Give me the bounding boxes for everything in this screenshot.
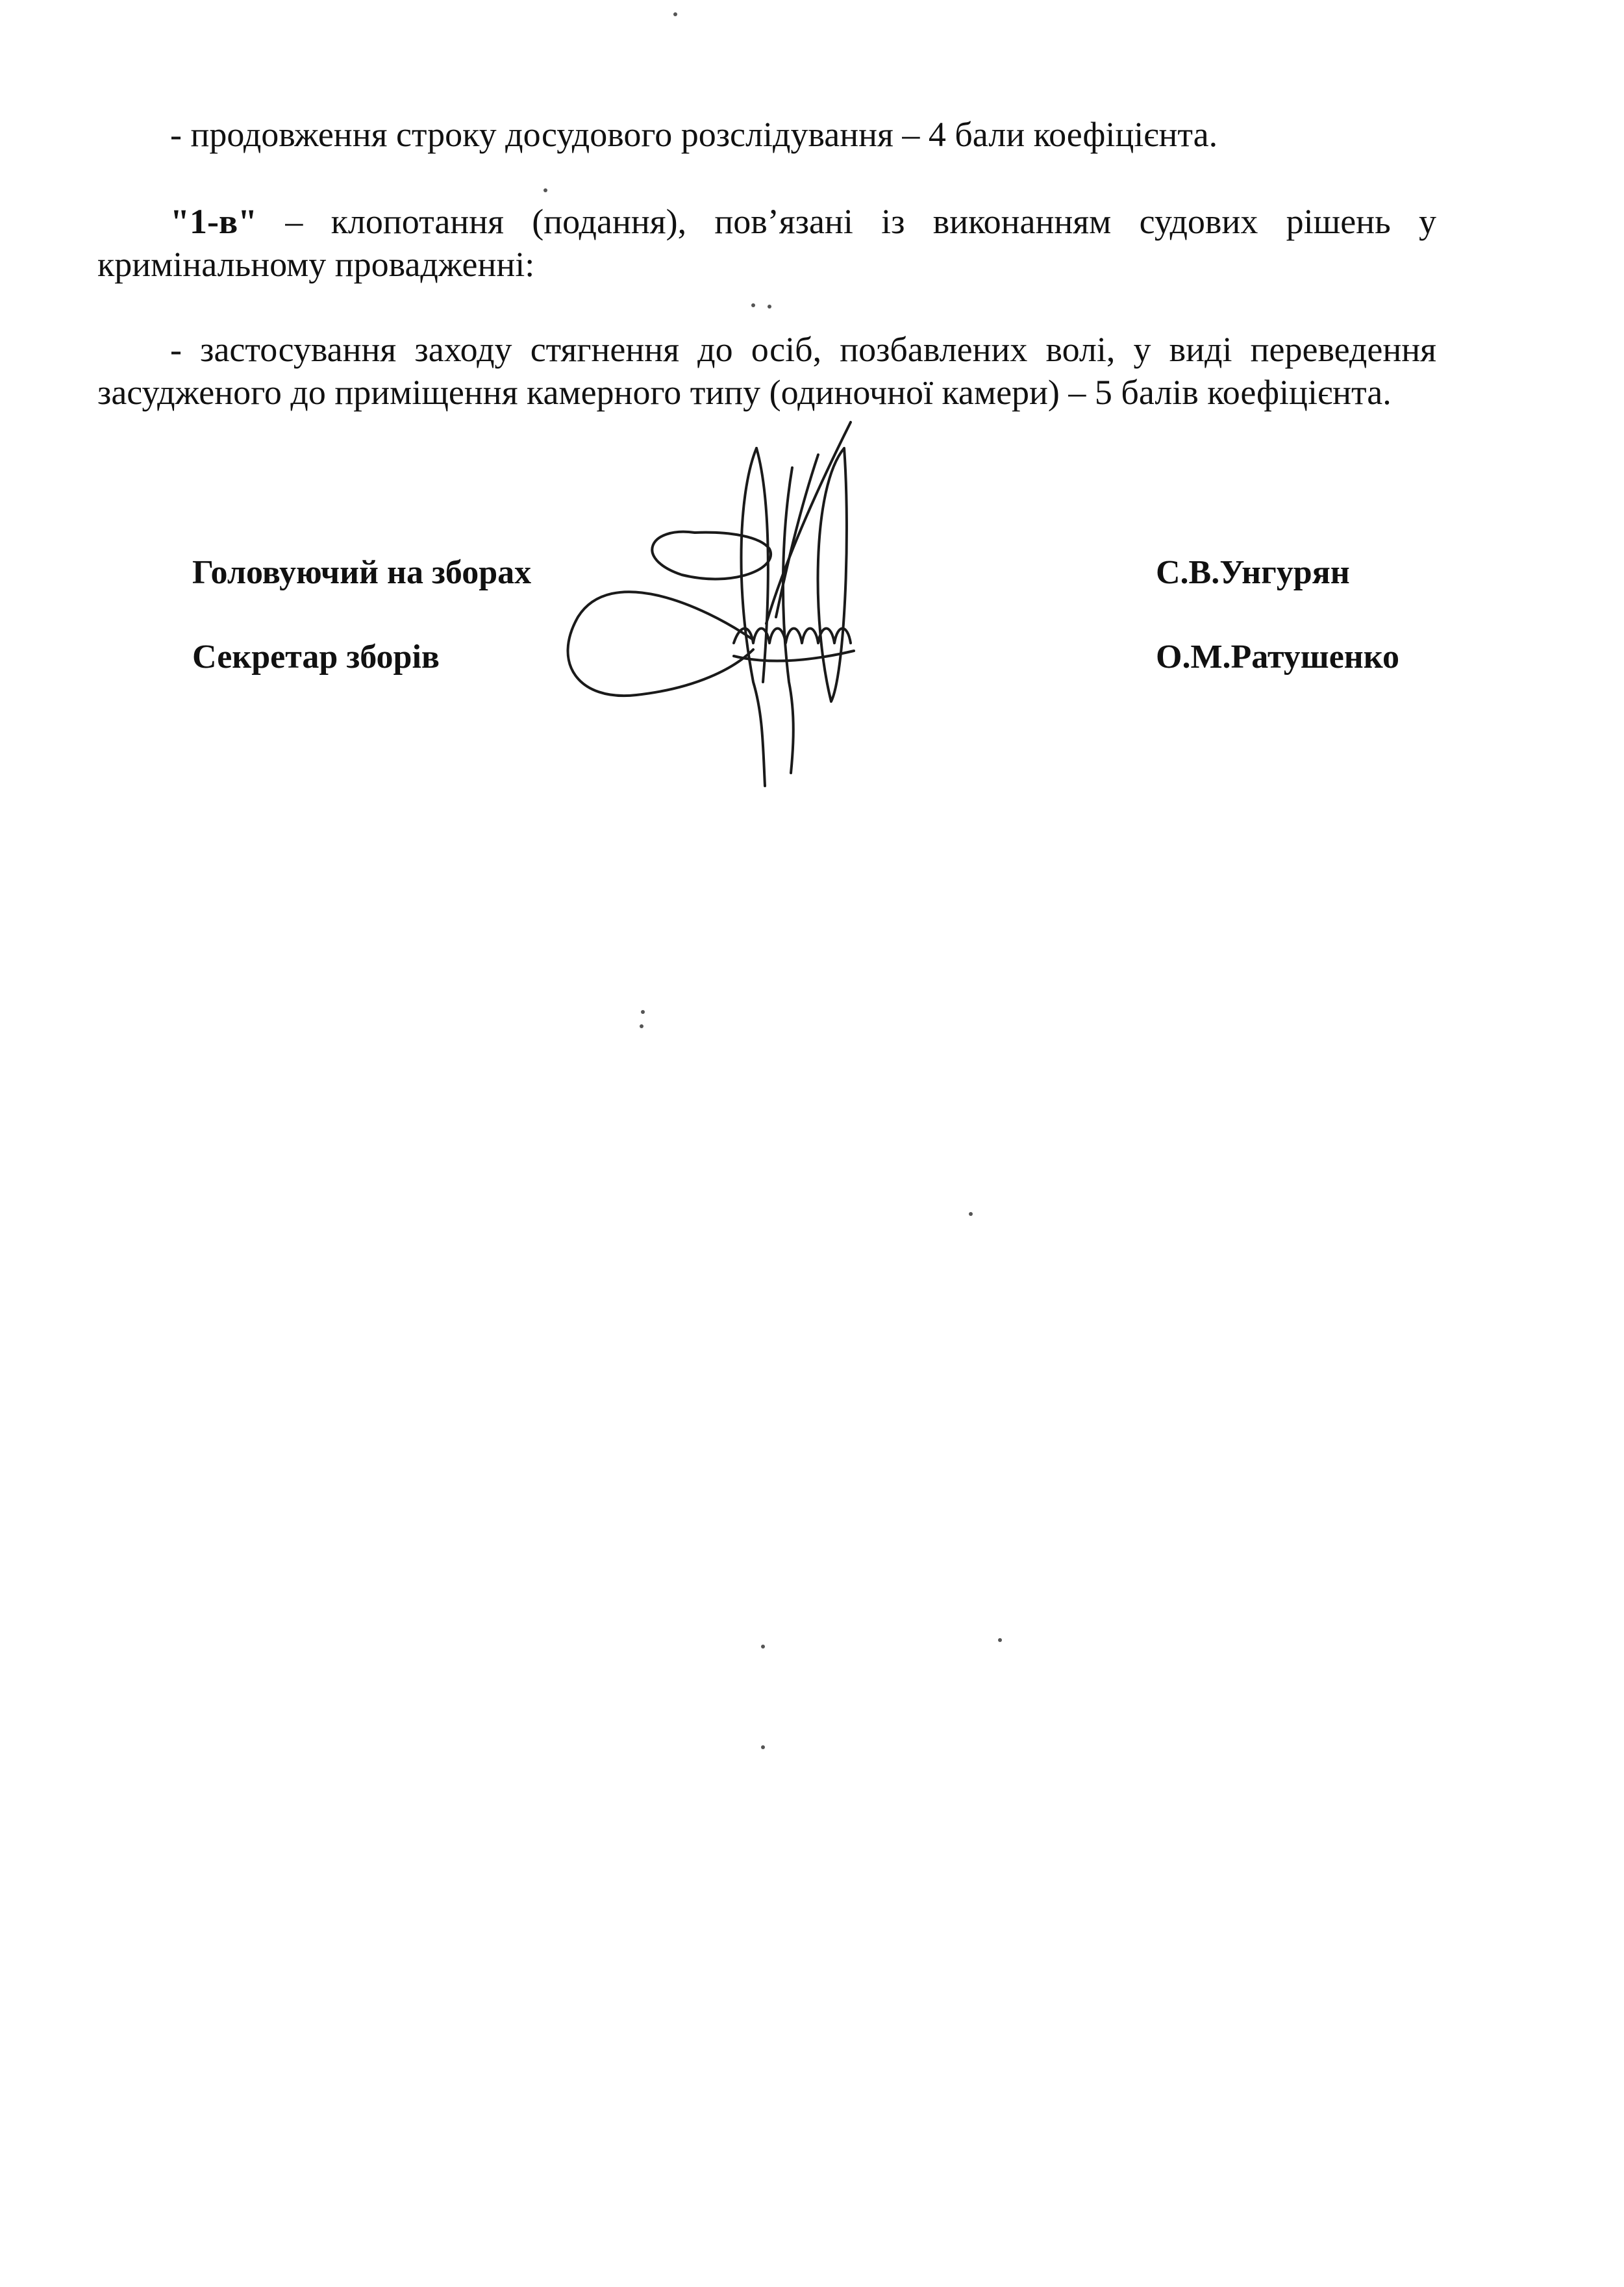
paragraph-extension-term: - продовження строку досудового розслідування – 4 бали коефіцієнта.: [170, 115, 1218, 154]
chair-name: С.В.Унгурян: [1156, 554, 1350, 591]
chair-label: Головуючий на зборах: [192, 554, 532, 591]
paragraph-1v-petitions: [97, 200, 1436, 286]
secretary-label: Секретар зборів: [192, 638, 440, 676]
paragraph-1v-code: "1-в": [170, 202, 258, 241]
paragraph-disciplinary-measure: - застосування заходу стягнення до осіб, позбавлених волі, у виді переведення засудженого до приміщення камерного типу (одиночної камери) – 5 балів коефіцієнта.: [97, 330, 1436, 412]
handwritten-signature: [539, 409, 909, 799]
secretary-name: О.М.Ратушенко: [1156, 638, 1400, 676]
paragraph-1v-text: – клопотання (подання), пов’язані із виконанням судових рішень у кримінальному провадженні:: [97, 202, 1436, 284]
